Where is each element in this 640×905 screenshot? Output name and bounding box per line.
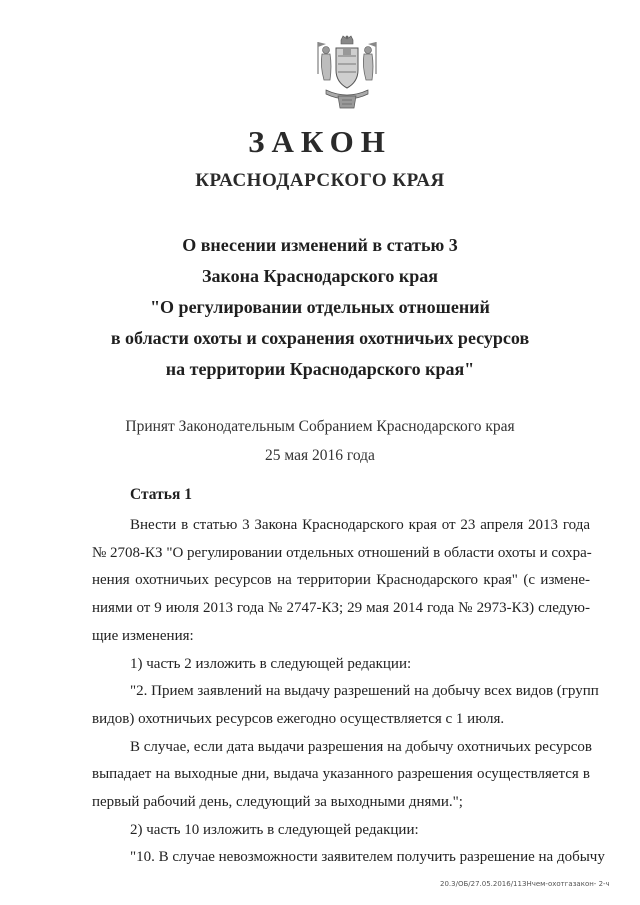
body-line: нения охотничьих ресурсов на территории Краснодарского края" (с измене-	[92, 572, 590, 589]
body-line: первый рабочий день, следующий за выходными днями.";	[92, 794, 463, 811]
body-line: № 2708-КЗ "О регулировании отдельных отношений в области охоты и сохра-	[92, 544, 592, 561]
law-title-line: на территории Краснодарского края"	[165, 359, 475, 379]
body-line: 1) часть 2 изложить в следующей редакции:	[130, 655, 412, 672]
body-line: выпадает на выходные дни, выдача указанного разрешения осуществляется в	[92, 766, 590, 783]
law-title	[0, 230, 640, 385]
law-title-line: Закона Краснодарского края	[202, 266, 438, 286]
adoption-notice	[0, 412, 640, 470]
article-heading: Статья 1	[130, 486, 192, 503]
body-line: щие изменения:	[92, 627, 194, 644]
body-line: Внести в статью 3 Закона Краснодарского края от 23 апреля 2013 года	[130, 517, 590, 533]
adoption-date: 25 мая 2016 года	[265, 447, 375, 464]
law-title-line: "О регулировании отдельных отношений	[150, 297, 490, 317]
body-line: В случае, если дата выдачи разрешения на добычу охотничьих ресурсов	[130, 738, 593, 755]
body-line: "2. Прием заявлений на выдачу разрешений на добычу всех видов (групп	[130, 683, 599, 700]
document-footer-code: 20.3/ОБ/27.05.2016/11ЗНчем-охотгазакон- 2-ч	[440, 880, 610, 888]
law-title-line: в области охоты и сохранения охотничьих ресурсов	[110, 328, 530, 348]
body-line: 2) часть 10 изложить в следующей редакции:	[130, 821, 419, 838]
body-line: ниями от 9 июля 2013 года № 2747-КЗ; 29 мая 2014 года № 2973-КЗ) следую-	[92, 600, 590, 617]
adoption-notice-line: Принят Законодательным Собранием Краснодарского края	[125, 418, 515, 435]
article-body	[92, 512, 605, 872]
document-type-heading: ЗАКОН	[248, 124, 392, 159]
issuing-region-heading: КРАСНОДАРСКОГО КРАЯ	[195, 170, 445, 191]
body-line: видов) охотничьих ресурсов ежегодно осуществляется с 1 июля.	[92, 710, 505, 727]
law-title-line: О внесении изменений в статью 3	[182, 235, 458, 255]
body-line: "10. В случае невозможности заявителем получить разрешение на добычу	[130, 849, 605, 866]
coat-of-arms-emblem	[312, 34, 382, 110]
coat-of-arms-icon	[312, 34, 382, 110]
